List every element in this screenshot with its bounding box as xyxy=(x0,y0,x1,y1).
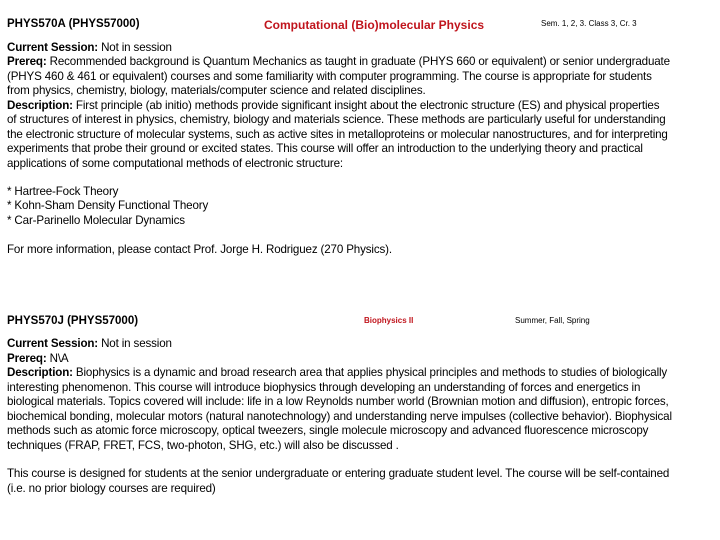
description-label: Description: xyxy=(7,99,73,112)
prereq-label: Prereq: xyxy=(7,352,47,365)
description-text: First principle (ab initio) methods provide significant insight about the electronic structure (ES) and physical properties xyxy=(72,99,660,112)
topic-item: * Kohn-Sham Density Functional Theory xyxy=(7,199,209,212)
session-value: Not in session xyxy=(98,41,172,54)
topic-item: * Hartree-Fock Theory xyxy=(7,185,119,198)
description-text: applications of some computational methods of electronic structure: xyxy=(7,157,344,170)
description-line xyxy=(7,366,667,380)
topic-item: * Car-Parinello Molecular Dynamics xyxy=(7,214,185,227)
prereq-line xyxy=(7,352,69,366)
description-text: of structures of interest in physics, chemistry, biology and materials science. These methods are particularly useful for understanding xyxy=(7,113,666,126)
course-title: Biophysics II xyxy=(364,316,414,325)
session-value: Not in session xyxy=(98,337,172,350)
description-text: experiments that probe their ground or excited states. This course will offer an introduction to the underlying theory and practical xyxy=(7,142,643,155)
description-text: biochemical bonding, molecular motors (natural nanotechnology) and understanding nerve impulses (collective behavior). Biophysical xyxy=(7,410,672,423)
description-line xyxy=(7,99,659,113)
prereq-line xyxy=(7,55,670,69)
session-line xyxy=(7,337,172,351)
description-text: the electronic structure of molecular systems, such as active sites in metalloproteins or molecular nanostructures, and for interpreting xyxy=(7,128,668,141)
note-text: This course is designed for students at the senior undergraduate or entering graduate student level. The course will be self-contained xyxy=(7,467,670,480)
description-text: biological materials. Topics covered will include: life in a low Reynolds number world (Brownian motion and diffusion), entropic forces, xyxy=(7,395,669,408)
session-label: Current Session: xyxy=(7,337,99,350)
description-text: interesting phenomenon. This course will introduce biophysics through developing an understanding of forces and energetics in xyxy=(7,381,641,394)
prereq-label: Prereq: xyxy=(7,55,47,68)
contact-text: For more information, please contact Prof. Jorge H. Rodriguez (270 Physics). xyxy=(7,243,392,256)
description-text: Biophysics is a dynamic and broad research area that applies physical principles and methods to studies of biologically xyxy=(72,366,668,379)
prereq-text: from physics, chemistry, biology, materials/computer science and related disciplines. xyxy=(7,84,426,97)
prereq-text: (PHYS 460 & 461 or equivalent) courses and some familiarity with computer programming. The course is appropriate for students xyxy=(7,70,652,83)
course-title: Computational (Bio)molecular Physics xyxy=(264,18,485,32)
description-text: methods such as atomic force microscopy, optical tweezers, single molecule microscopy and advanced fluorescence microscopy xyxy=(7,424,649,437)
course-meta: Summer, Fall, Spring xyxy=(515,316,590,325)
session-line xyxy=(7,41,172,55)
note-text: (i.e. no prior biology courses are required) xyxy=(7,482,216,495)
course-code: PHYS570J (PHYS57000) xyxy=(7,315,139,327)
prereq-text: N\A xyxy=(46,352,69,365)
session-label: Current Session: xyxy=(7,41,99,54)
description-text: techniques (FRAP, FRET, FCS, two-photon, SHG, etc.) will also be discussed . xyxy=(7,439,399,452)
description-label: Description: xyxy=(7,366,73,379)
course-meta: Sem. 1, 2, 3. Class 3, Cr. 3 xyxy=(541,19,637,28)
prereq-text: Recommended background is Quantum Mechanics as taught in graduate (PHYS 660 or equivalent) or senior undergraduate xyxy=(46,55,670,68)
course-code: PHYS570A (PHYS57000) xyxy=(7,18,140,30)
